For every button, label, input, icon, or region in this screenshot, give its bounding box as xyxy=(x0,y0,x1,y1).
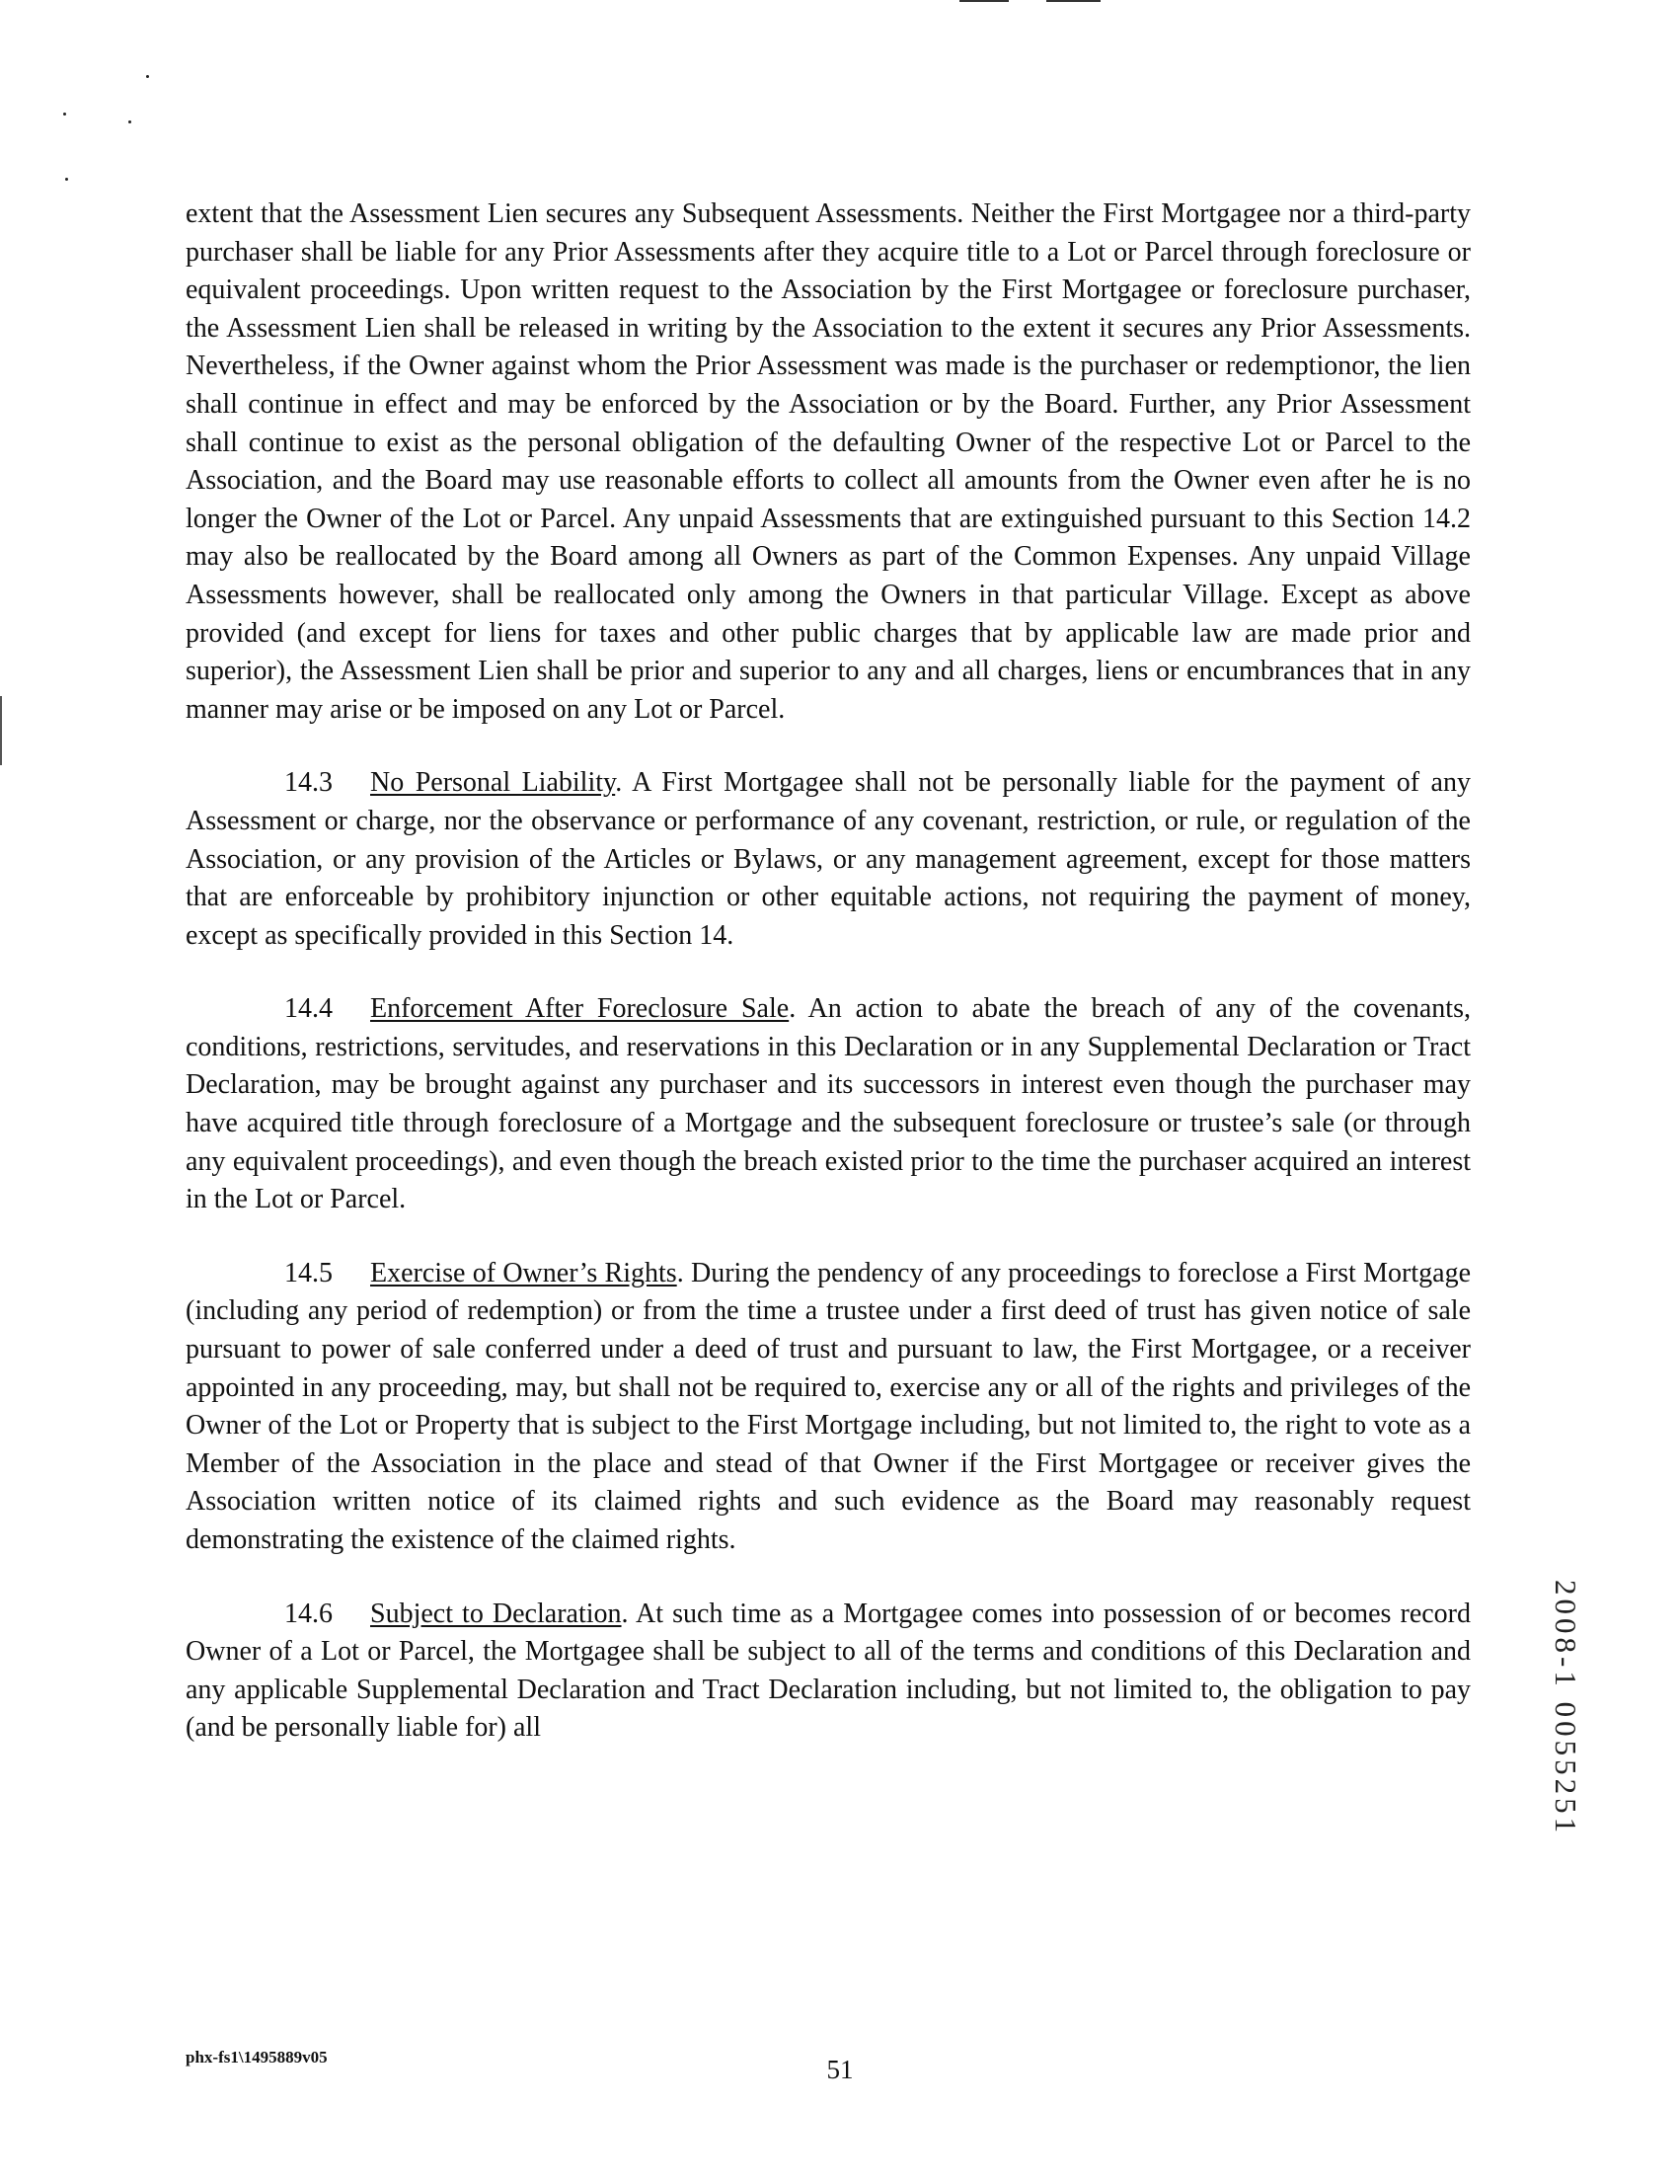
section-heading: Exercise of Owner’s Rights xyxy=(370,1257,677,1288)
scan-speck xyxy=(63,113,66,116)
section-number: 14.3 xyxy=(284,767,333,799)
section-text: . An action to abate the breach of any of the covenants, conditions, restrictions, servitudes, and reservations in this Declaration or in any Supplemental Declaration or Tract Declaration, may be brought against any purchaser and its successors in interest even though the purchaser may have acquired title through foreclosure of a Mortgage and the subsequent foreclosure or trustee’s sale (or through any equivalent proceedings), and even though the breach existed prior to the time the purchaser acquired an interest in the Lot or Parcel. xyxy=(186,993,1471,1215)
section-14-4 xyxy=(186,990,1471,1219)
recording-number-stamp: 2008-1 0055251 xyxy=(1549,1580,1583,1837)
page-number: 51 xyxy=(826,2055,854,2084)
scan-speck xyxy=(128,120,131,123)
section-text: . At such time as a Mortgagee comes into possession of or becomes record Owner of a Lot or Parcel, the Mortgagee shall be subject to all of the terms and conditions of this Declaration and any applicable Supplemental Declaration and Tract Declaration including, but not limited to, the obligation to pay (and be personally liable for) all xyxy=(186,1598,1472,1744)
section-14-3 xyxy=(186,764,1471,955)
section-number: 14.4 xyxy=(284,993,333,1025)
continuation-paragraph: extent that the Assessment Lien secures any Subsequent Assessments. Neither the First Mortgagee nor a third-party purchaser shall be liable for any Prior Assessments after they acquire title to a Lot or Parcel through foreclosure or equivalent proceedings. Upon written request to the Association by the First Mortgagee or foreclosure purchaser, the Assessment Lien shall be released in writing by the Association to the extent it secures any Prior Assessments. Nevertheless, if the Owner against whom the Prior Assessment was made is the purchaser or redemptionor, the lien shall continue in effect and may be enforced by the Association or by the Board. Further, any Prior Assessment shall continue to exist as the personal obligation of the defaulting Owner of the respective Lot or Parcel to the Association, and the Board may use reasonable efforts to collect all amounts from the Owner even after he is no longer the Owner of the Lot or Parcel. Any unpaid Assessments that are extinguished pursuant to this Section 14.2 may also be reallocated by the Board among all Owners as part of the Common Expenses. Any unpaid Village Assessments however, shall be reallocated only among the Owners in that particular Village. Except as above provided (and except for liens for taxes and other public charges that by applicable law are made prior and superior), the Assessment Lien shall be prior and superior to any and all charges, liens or encumbrances that in any manner may arise or be imposed on any Lot or Parcel. xyxy=(186,198,1471,725)
scan-artifact-left-mark xyxy=(0,696,2,765)
section-text: . A First Mortgagee shall not be personally liable for the payment of any Assessment or charge, nor the observance or performance of any covenant, restriction, or rule, or regulation of the Association, or any provision of the Articles or Bylaws, or any management agreement, except for those matters that are enforceable by prohibitory injunction or other equitable actions, not requiring the payment of money, except as specifically provided in this Section 14. xyxy=(186,767,1471,951)
section-number: 14.6 xyxy=(284,1598,333,1629)
scan-speck xyxy=(65,178,68,181)
section-number: 14.5 xyxy=(284,1257,333,1288)
section-heading: Enforcement After Foreclosure Sale xyxy=(370,993,790,1025)
footer-document-id: phx-fs1\1495889v05 xyxy=(186,2048,328,2067)
scan-artifact-top-line xyxy=(959,0,1009,2)
section-14-5 xyxy=(186,1255,1471,1560)
section-14-6 xyxy=(186,1596,1471,1748)
scan-artifact-top-line xyxy=(1046,0,1101,2)
section-heading: Subject to Declaration xyxy=(370,1598,622,1629)
section-heading: No Personal Liability xyxy=(370,767,616,799)
document-body xyxy=(186,195,1471,1783)
section-text: . During the pendency of any proceedings to foreclose a First Mortgage (including any period of redemption) or from the time a trustee under a first deed of trust has given notice of sale pursuant to power of sale conferred under a deed of trust and pursuant to law, the First Mortgagee, or a receiver appointed in any proceeding, may, but shall not be required to, exercise any or all of the rights and privileges of the Owner of the Lot or Property that is subject to the First Mortgage including, but not limited to, the right to vote as a Member of the Association in the place and stead of that Owner if the First Mortgagee or receiver gives the Association written notice of its claimed rights and such evidence as the Board may reasonably request demonstrating the existence of the claimed rights. xyxy=(186,1257,1471,1555)
scan-speck xyxy=(146,75,149,78)
